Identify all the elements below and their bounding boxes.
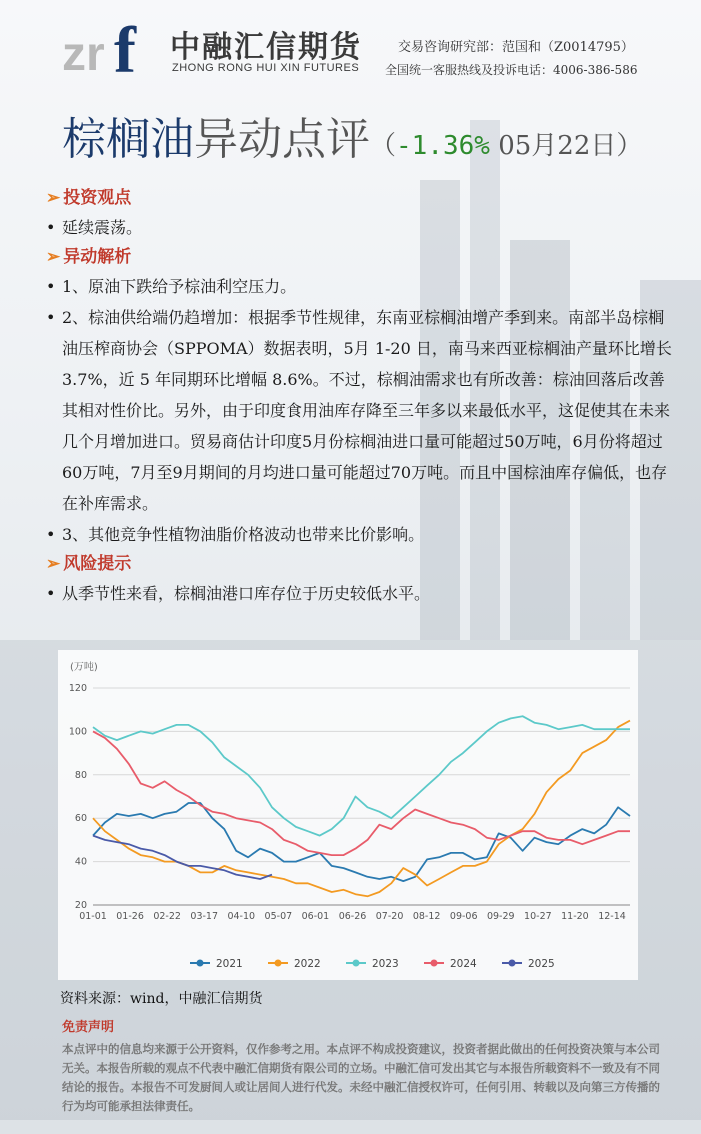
analysis-bullet-2: • 2、棕油供给端仍趋增加：根据季节性规律，东南亚棕榈油增产季到来。南部半岛棕榈油压榨商协会（SPPOMA）数据表明，5月 1-20 日，南马来西亚棕榈油产量环比增长 3.7%，近 5 年同期环比增幅 8.6%。不过，棕榈油需求也有所改善：棕油回落后改善其相对性价比。另外，由于印度食用油库存降至三年多以来最低水平，这促使其在未来几个月增加进口。贸易商估计印度5月份棕榈油进口量可能超过50万吨，6月份将超过60万吨，7月至9月期间的月均进口量可能超过70万吨。而且中国棕油库存偏低，也存在补库需求。	[46, 302, 676, 519]
x-tick-label: 11-20	[561, 911, 589, 922]
analysis-bullet-1: • 1、原油下跌给予棕油利空压力。	[46, 271, 676, 302]
svg-text:f: f	[114, 14, 136, 80]
svg-text:zr: zr	[62, 28, 105, 80]
section-heading-risk: ➢ 风险提示	[46, 554, 132, 574]
hotline: 全国统一客服热线及投诉电话：4006-386-586	[385, 63, 638, 77]
y-tick-label: 120	[68, 683, 87, 694]
legend-marker-2025	[509, 960, 516, 967]
risk-bullet: • 从季节性来看，棕榈油港口库存位于历史较低水平。	[46, 578, 676, 609]
zrf-logo-icon	[62, 10, 162, 80]
legend-marker-2024	[431, 960, 438, 967]
y-tick-label: 100	[68, 726, 87, 738]
x-tick-label: 05-07	[264, 911, 293, 922]
x-tick-label: 01-01	[79, 911, 107, 922]
y-tick-label: 40	[74, 856, 87, 868]
legend-marker-2022	[275, 960, 282, 967]
inventory-seasonal-chart	[58, 650, 638, 980]
company-name-en: ZHONG RONG HUI XIN FUTURES	[172, 62, 360, 74]
section-arrow-icon: ➢	[46, 554, 61, 574]
data-source: 资料来源：wind，中融汇信期货	[60, 991, 263, 1007]
disclaimer-text: 本点评中的信息均来源于公开资料，仅作参考之用。本点评不构成投资建议，投资者据此做出的任何投资决策与本公司无关。本报告所载的观点不代表中融汇信期货有限公司的立场。中融汇信可发出其它与本报告所载资料不一致及有不同结论的报告。本报告不可发厨间人或让居间人进行代发。未经中融汇信授权许可，任何引用、转载以及向第三方传播的行为均可能承担法律责任。	[62, 1042, 660, 1113]
view-bullet: • 延续震荡。	[46, 212, 676, 243]
section-heading-analysis: ➢ 异动解析	[46, 247, 132, 267]
header	[0, 0, 701, 100]
x-tick-label: 08-12	[412, 911, 441, 922]
legend-label-2025: 2025	[528, 958, 555, 970]
x-tick-label: 03-17	[190, 911, 219, 922]
y-axis-label: (万吨)	[70, 662, 98, 673]
section-heading-view: ➢ 投资观点	[46, 188, 132, 208]
analysis-bullet-3: • 3、其他竞争性植物油脂价格波动也带来比价影响。	[46, 519, 676, 550]
disclaimer-heading: 免责声明	[62, 1020, 115, 1035]
title-open-paren: （	[370, 131, 397, 161]
section-arrow-icon: ➢	[46, 247, 61, 267]
legend-label-2021: 2021	[216, 958, 243, 970]
title-date: 05月22日）	[489, 131, 643, 161]
x-tick-label: 02-22	[153, 911, 181, 922]
x-tick-label: 07-20	[375, 911, 404, 922]
legend-label-2024: 2024	[450, 958, 477, 970]
analyst-contact: 交易咨询研究部：范国和（Z0014795）	[398, 40, 634, 55]
x-tick-label: 06-26	[338, 911, 367, 922]
legend-label-2023: 2023	[372, 958, 399, 970]
x-tick-label: 10-27	[524, 911, 552, 922]
x-tick-label: 04-10	[227, 911, 256, 922]
title-product: 棕榈油	[62, 114, 194, 165]
legend-label-2022: 2022	[294, 958, 321, 970]
x-tick-label: 06-01	[301, 911, 330, 922]
title-change: -1.36%	[396, 131, 490, 161]
legend-marker-2023	[353, 960, 360, 967]
x-tick-label: 09-29	[486, 911, 515, 922]
x-tick-label: 01-26	[116, 911, 144, 922]
x-tick-label: 12-14	[598, 911, 626, 922]
page-title	[62, 112, 642, 174]
y-tick-label: 60	[74, 813, 87, 825]
report-content	[46, 184, 676, 609]
legend-marker-2021	[197, 960, 204, 967]
company-name-cn: 中融汇信期货	[170, 30, 362, 65]
y-tick-label: 20	[74, 900, 87, 911]
y-tick-label: 80	[74, 769, 87, 781]
section-arrow-icon: ➢	[46, 188, 61, 208]
x-tick-label: 09-06	[449, 911, 478, 922]
title-label: 异动点评	[194, 114, 370, 165]
